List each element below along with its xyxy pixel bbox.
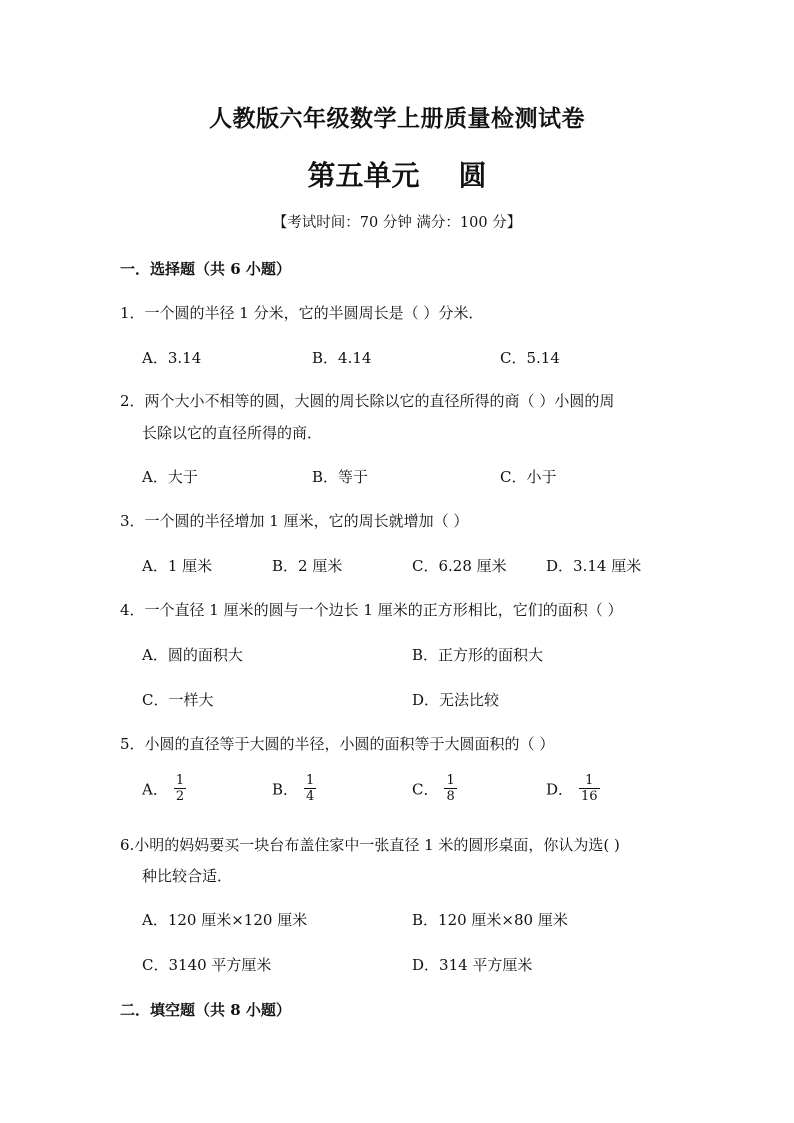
option-label: D． <box>546 780 574 799</box>
fraction-denominator: 8 <box>446 789 455 804</box>
section-heading-fill: 二．填空题（共 8 小题） <box>120 1001 291 1019</box>
question-2-text-cont: 长除以它的直径所得的商． <box>142 424 323 442</box>
question-1-option-c[interactable]: C．5.14 <box>500 349 560 367</box>
option-label: B． <box>272 780 299 799</box>
question-3-option-c[interactable]: C．6.28 厘米 <box>412 557 507 575</box>
fraction-numerator: 1 <box>446 773 455 788</box>
exam-info: 【考试时间：70 分钟 满分：100 分】 <box>272 215 522 231</box>
question-4-option-b[interactable]: B．正方形的面积大 <box>412 646 544 664</box>
exam-title: 人教版六年级数学上册质量检测试卷 <box>209 105 585 132</box>
question-6-option-a[interactable]: A．120 厘米×120 厘米 <box>142 911 308 929</box>
question-2-option-b[interactable]: B．等于 <box>312 468 369 486</box>
question-3-text: 3．一个圆的半径增加 1 厘米，它的周长就增加（ ） <box>120 512 469 530</box>
question-4-option-d[interactable]: D．无法比较 <box>412 691 500 709</box>
option-label: C． <box>412 780 439 799</box>
question-5-option-c[interactable] <box>412 775 457 806</box>
question-6-option-c[interactable]: C．3140 平方厘米 <box>142 956 272 974</box>
question-6-text-cont: 种比较合适． <box>142 867 233 885</box>
question-3-option-d[interactable]: D．3.14 厘米 <box>546 557 642 575</box>
question-6-text: 6.小明的妈妈要买一块台布盖住家中一张直径 1 米的圆形桌面，你认为选( ) <box>120 836 620 854</box>
fraction <box>174 773 186 804</box>
question-5-option-d[interactable] <box>546 775 600 806</box>
question-5-option-a[interactable] <box>142 775 186 806</box>
question-4-option-c[interactable]: C．一样大 <box>142 691 214 709</box>
fraction <box>579 773 600 804</box>
question-5-option-b[interactable] <box>272 775 316 806</box>
question-4-option-a[interactable]: A．圆的面积大 <box>142 646 243 664</box>
section-heading-choice: 一．选择题（共 6 小题） <box>120 260 291 278</box>
question-4-text: 4．一个直径 1 厘米的圆与一个边长 1 厘米的正方形相比，它们的面积（ ） <box>120 601 623 619</box>
fraction <box>304 773 316 804</box>
unit-title: 第五单元 圆 <box>307 159 487 192</box>
fraction-denominator: 16 <box>581 789 598 804</box>
fraction <box>444 773 456 804</box>
question-2-option-c[interactable]: C．小于 <box>500 468 557 486</box>
option-label: A． <box>142 780 168 799</box>
question-6-option-d[interactable]: D．314 平方厘米 <box>412 956 533 974</box>
question-1-option-a[interactable]: A．3.14 <box>142 349 202 367</box>
fraction-numerator: 1 <box>579 773 600 789</box>
question-3-option-b[interactable]: B．2 厘米 <box>272 557 343 575</box>
question-1-option-b[interactable]: B．4.14 <box>312 349 372 367</box>
question-1-text: 1．一个圆的半径 1 分米，它的半圆周长是（ ）分米． <box>120 304 484 322</box>
fraction-numerator: 1 <box>306 773 315 788</box>
fraction-denominator: 2 <box>175 789 185 804</box>
question-2-option-a[interactable]: A．大于 <box>142 468 198 486</box>
fraction-denominator: 4 <box>306 789 315 804</box>
question-2-text: 2．两个大小不相等的圆，大圆的周长除以它的直径所得的商（ ）小圆的周 <box>120 392 615 410</box>
question-5-text: 5．小圆的直径等于大圆的半径，小圆的面积等于大圆面积的（ ） <box>120 735 555 753</box>
question-3-option-a[interactable]: A．1 厘米 <box>142 557 213 575</box>
fraction-numerator: 1 <box>175 773 185 788</box>
question-6-option-b[interactable]: B．120 厘米×80 厘米 <box>412 911 568 929</box>
